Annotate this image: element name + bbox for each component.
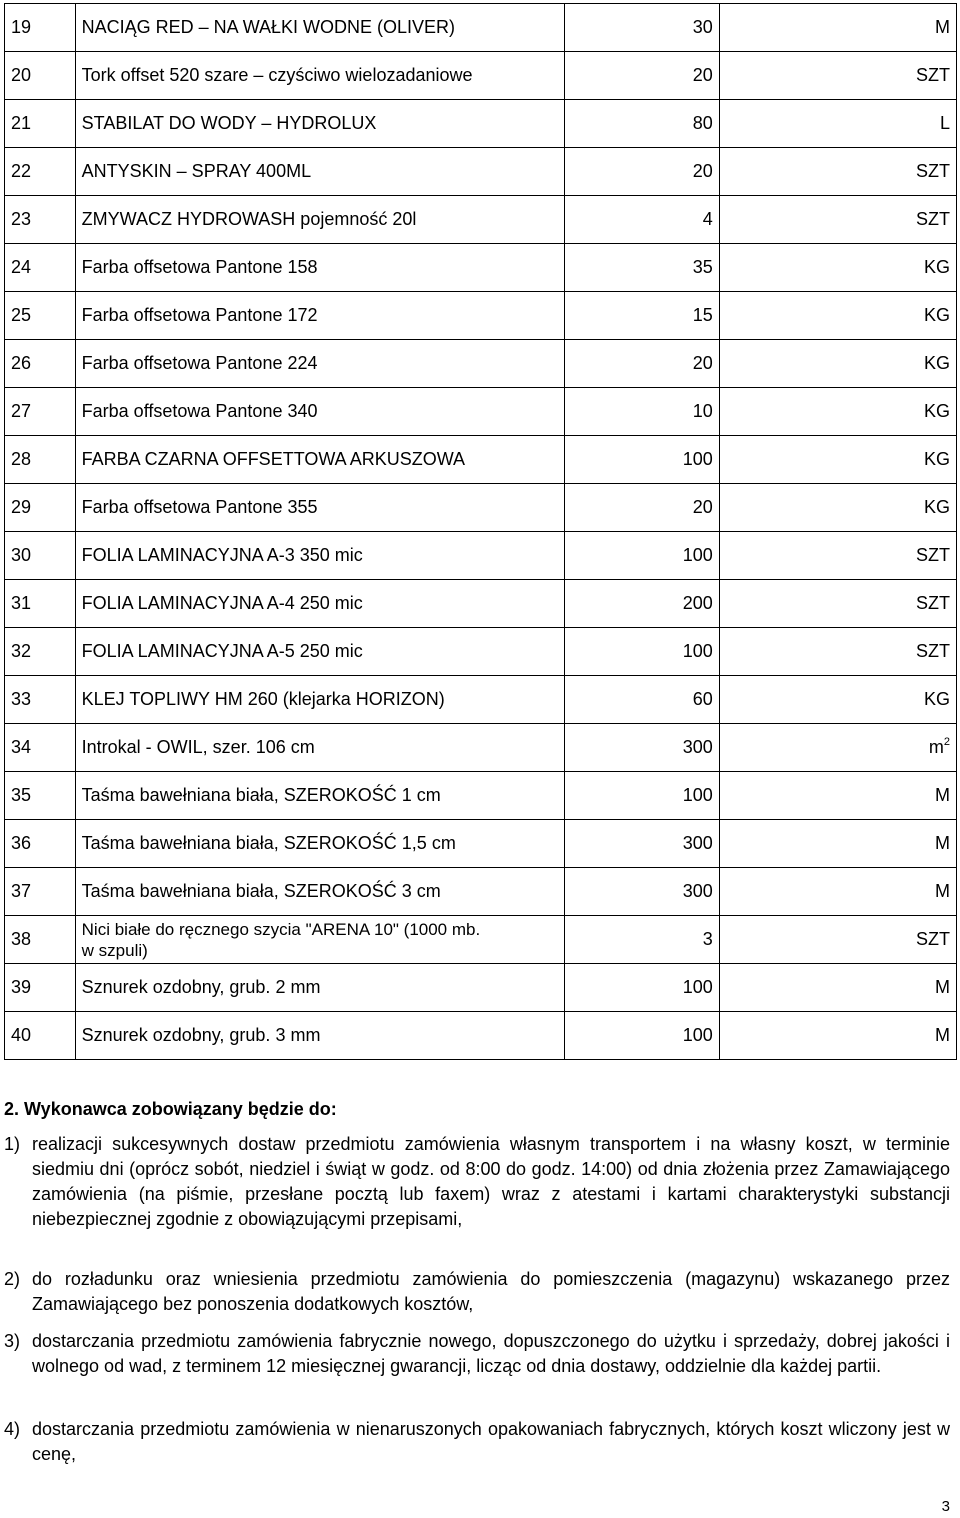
row-quantity: 15: [565, 292, 719, 340]
row-unit: M: [719, 772, 956, 820]
row-unit: SZT: [719, 916, 956, 964]
row-name: NACIĄG RED – NA WAŁKI WODNE (OLIVER): [75, 4, 565, 52]
table-row: [5, 916, 957, 964]
row-unit: SZT: [719, 196, 956, 244]
row-unit-superscript: 2: [943, 736, 950, 748]
list-item: [4, 1267, 950, 1317]
row-number: 29: [5, 484, 76, 532]
row-unit: KG: [719, 340, 956, 388]
row-quantity: 100: [565, 628, 719, 676]
row-quantity: 300: [565, 868, 719, 916]
row-number: 39: [5, 964, 76, 1012]
table-row: [5, 820, 957, 868]
row-name: ZMYWACZ HYDROWASH pojemność 20l: [75, 196, 565, 244]
row-quantity: 3: [565, 916, 719, 964]
row-name-line: w szpuli): [81, 940, 148, 960]
row-number: 27: [5, 388, 76, 436]
row-name: FOLIA LAMINACYJNA A-3 350 mic: [75, 532, 565, 580]
row-quantity: 35: [565, 244, 719, 292]
table-row: [5, 964, 957, 1012]
row-name: Farba offsetowa Pantone 172: [75, 292, 565, 340]
list-item-text: realizacji sukcesywnych dostaw przedmiotu zamówienia własnym transportem i na własny koszt, w terminie siedmiu dni (oprócz sobót, niedziel i świąt w godz. od 8:00 do godz. 14:00) od dnia złożenia przez Zamawiającego zamówienia (na piśmie, przesłane pocztą lub faxem) wraz z atestami i kartami charakterystyki substancji niebezpiecznej zgodnie z obowiązującymi przepisami,: [32, 1134, 950, 1229]
row-unit: KG: [719, 388, 956, 436]
row-name: STABILAT DO WODY – HYDROLUX: [75, 100, 565, 148]
table-row: [5, 580, 957, 628]
table-row: [5, 628, 957, 676]
row-number: 34: [5, 724, 76, 772]
row-number: 28: [5, 436, 76, 484]
row-quantity: 100: [565, 1012, 719, 1060]
row-number: 21: [5, 100, 76, 148]
row-number: 32: [5, 628, 76, 676]
row-unit: M: [719, 820, 956, 868]
row-unit: KG: [719, 676, 956, 724]
row-name: Sznurek ozdobny, grub. 3 mm: [75, 1012, 565, 1060]
row-number: 24: [5, 244, 76, 292]
table-row: [5, 196, 957, 244]
row-quantity: 20: [565, 484, 719, 532]
list-item-number: 4): [4, 1419, 21, 1439]
table-row: [5, 772, 957, 820]
row-number: 31: [5, 580, 76, 628]
list-item-number: 3): [4, 1331, 21, 1351]
row-name: FOLIA LAMINACYJNA A-5 250 mic: [75, 628, 565, 676]
table-row: [5, 532, 957, 580]
table-row: [5, 724, 957, 772]
row-unit: [719, 724, 956, 772]
row-name-line: Nici białe do ręcznego szycia "ARENA 10" (1000 mb.: [81, 919, 481, 939]
row-name: Farba offsetowa Pantone 224: [75, 340, 565, 388]
row-quantity: 20: [565, 148, 719, 196]
table-row: [5, 292, 957, 340]
row-number: 40: [5, 1012, 76, 1060]
row-unit: KG: [719, 292, 956, 340]
row-quantity: 20: [565, 340, 719, 388]
row-name: Introkal - OWIL, szer. 106 cm: [75, 724, 565, 772]
row-name: Farba offsetowa Pantone 355: [75, 484, 565, 532]
table-row: [5, 52, 957, 100]
table-row: [5, 244, 957, 292]
table-row: [5, 1012, 957, 1060]
row-quantity: 300: [565, 820, 719, 868]
row-unit-text: m: [928, 737, 944, 757]
row-unit: L: [719, 100, 956, 148]
row-number: 23: [5, 196, 76, 244]
row-number: 37: [5, 868, 76, 916]
row-unit: KG: [719, 436, 956, 484]
row-quantity: 100: [565, 772, 719, 820]
row-quantity: 20: [565, 52, 719, 100]
row-name: FOLIA LAMINACYJNA A-4 250 mic: [75, 580, 565, 628]
list-item: [4, 1417, 950, 1467]
row-name: FARBA CZARNA OFFSETTOWA ARKUSZOWA: [75, 436, 565, 484]
list-item-number: 2): [4, 1269, 21, 1289]
row-unit: M: [719, 4, 956, 52]
table-row: [5, 148, 957, 196]
list-item-text: do rozładunku oraz wniesienia przedmiotu zamówienia do pomieszczenia (magazynu) wskazanego przez Zamawiającego bez ponoszenia dodatkowych kosztów,: [32, 1269, 950, 1314]
materials-table: [4, 3, 957, 1060]
row-unit: M: [719, 868, 956, 916]
row-name: KLEJ TOPLIWY HM 260 (klejarka HORIZON): [75, 676, 565, 724]
row-name: [75, 916, 565, 964]
row-name: Sznurek ozdobny, grub. 2 mm: [75, 964, 565, 1012]
row-number: 26: [5, 340, 76, 388]
table-row: [5, 340, 957, 388]
table-row: [5, 436, 957, 484]
section-heading: 2. Wykonawca zobowiązany będzie do:: [4, 1099, 337, 1119]
row-quantity: 100: [565, 964, 719, 1012]
row-quantity: 100: [565, 436, 719, 484]
row-number: 20: [5, 52, 76, 100]
row-unit: KG: [719, 484, 956, 532]
row-number: 36: [5, 820, 76, 868]
row-quantity: 60: [565, 676, 719, 724]
row-name: Tork offset 520 szare – czyściwo wielozadaniowe: [75, 52, 565, 100]
row-unit: SZT: [719, 628, 956, 676]
row-unit: SZT: [719, 580, 956, 628]
row-number: 38: [5, 916, 76, 964]
row-number: 33: [5, 676, 76, 724]
row-number: 22: [5, 148, 76, 196]
row-name: ANTYSKIN – SPRAY 400ML: [75, 148, 565, 196]
row-name: Taśma bawełniana biała, SZEROKOŚĆ 3 cm: [75, 868, 565, 916]
list-item-text: dostarczania przedmiotu zamówienia w nienaruszonych opakowaniach fabrycznych, których koszt wliczony jest w cenę,: [32, 1419, 950, 1464]
row-unit: M: [719, 1012, 956, 1060]
list-item: [4, 1329, 950, 1379]
row-unit: SZT: [719, 52, 956, 100]
table-row: [5, 388, 957, 436]
row-name: Farba offsetowa Pantone 158: [75, 244, 565, 292]
row-unit: KG: [719, 244, 956, 292]
row-number: 19: [5, 4, 76, 52]
row-quantity: 30: [565, 4, 719, 52]
table-row: [5, 100, 957, 148]
row-name: Farba offsetowa Pantone 340: [75, 388, 565, 436]
row-name: Taśma bawełniana biała, SZEROKOŚĆ 1 cm: [75, 772, 565, 820]
list-item: [4, 1132, 950, 1232]
table-row: [5, 676, 957, 724]
table-row: [5, 484, 957, 532]
row-number: 35: [5, 772, 76, 820]
row-unit: M: [719, 964, 956, 1012]
row-quantity: 300: [565, 724, 719, 772]
row-quantity: 200: [565, 580, 719, 628]
table-row: [5, 4, 957, 52]
list-item-number: 1): [4, 1134, 21, 1154]
table-row: [5, 868, 957, 916]
page-number: 3: [941, 1498, 950, 1515]
row-quantity: 100: [565, 532, 719, 580]
list-item-text: dostarczania przedmiotu zamówienia fabrycznie nowego, dopuszczonego do użytku i sprzedaży, dobrej jakości i wolnego od wad, z terminem 12 miesięcznej gwarancji, licząc od dnia dostawy, oddzielnie dla każdej partii.: [32, 1331, 950, 1376]
row-quantity: 80: [565, 100, 719, 148]
row-number: 30: [5, 532, 76, 580]
row-unit: SZT: [719, 148, 956, 196]
row-number: 25: [5, 292, 76, 340]
row-name: Taśma bawełniana biała, SZEROKOŚĆ 1,5 cm: [75, 820, 565, 868]
row-quantity: 4: [565, 196, 719, 244]
row-quantity: 10: [565, 388, 719, 436]
row-unit: SZT: [719, 532, 956, 580]
